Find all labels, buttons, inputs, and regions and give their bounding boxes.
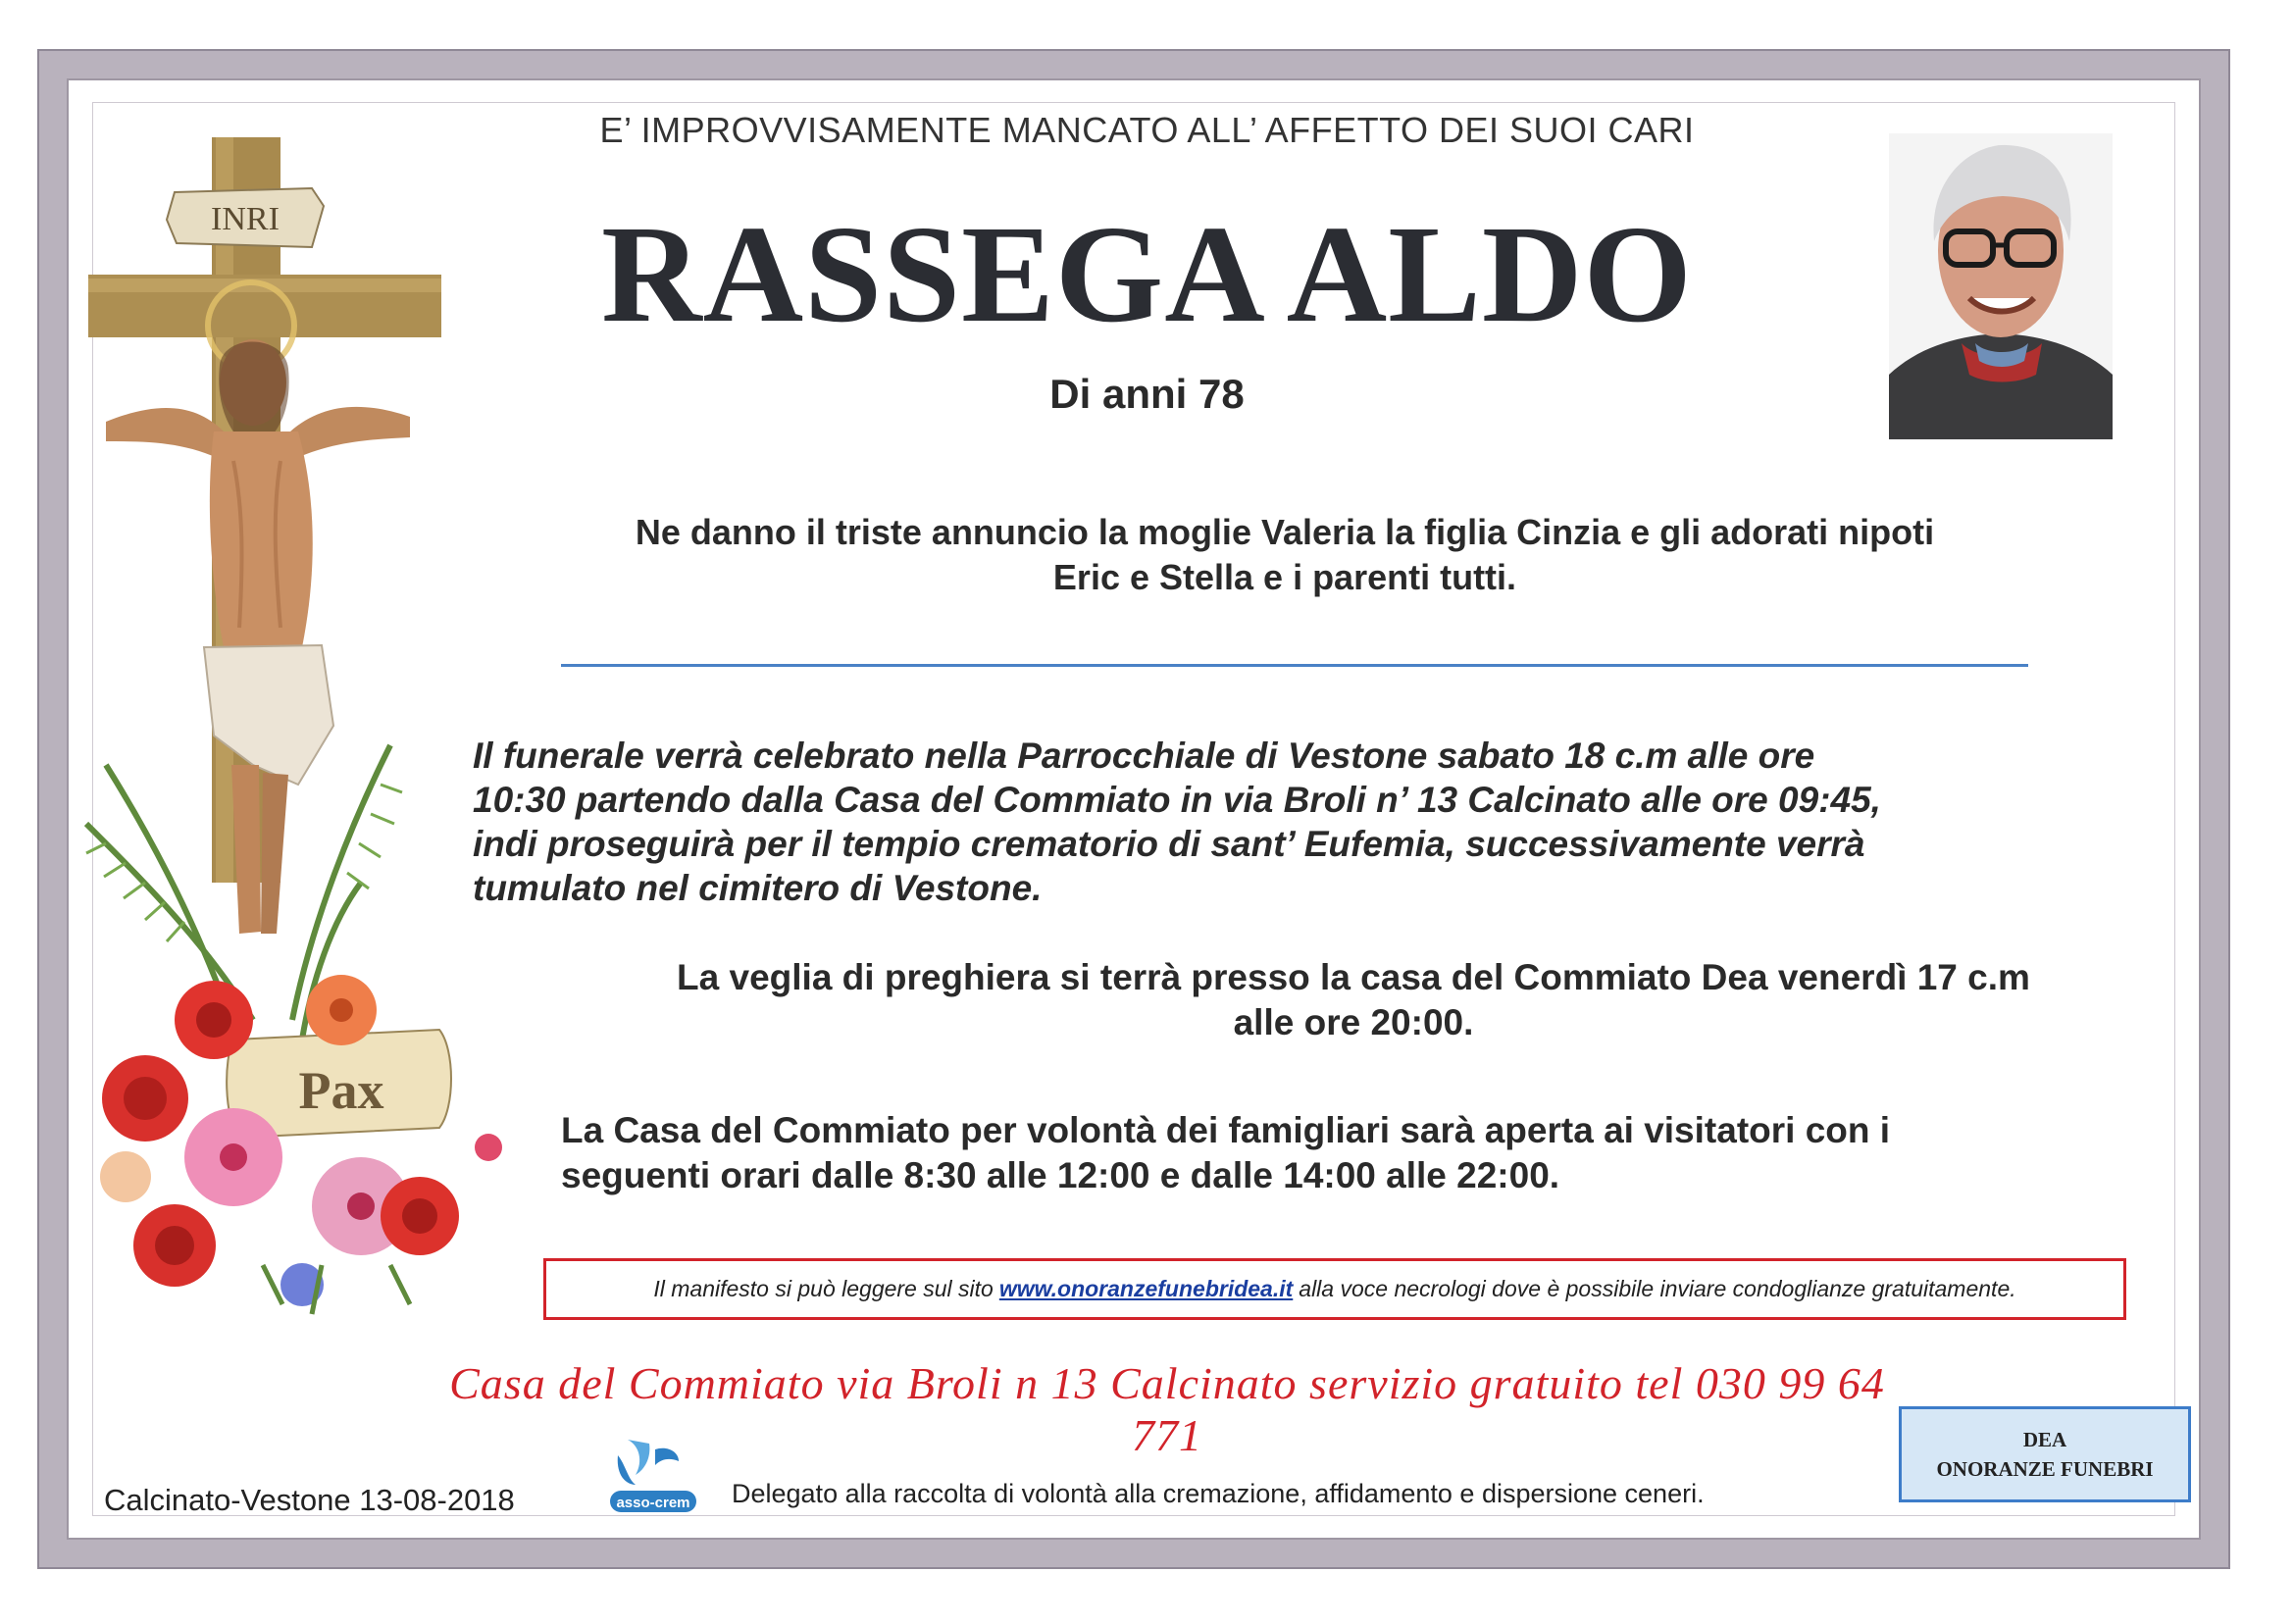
top-line: E’ IMPROVVISAMENTE MANCATO ALL’ AFFETTO DEI SUOI CARI bbox=[599, 110, 1695, 150]
visiting-paragraph bbox=[561, 1108, 2169, 1198]
website-notice-box bbox=[543, 1258, 2126, 1320]
website-link[interactable]: www.onoranzefunebridea.it bbox=[998, 1276, 1294, 1301]
funeral-line-4: tumulato nel cimitero di Vestone. bbox=[473, 868, 1043, 908]
casa-commiato-line: Casa del Commiato via Broli n 13 Calcinato servizio gratuito tel 030 99 64 771 bbox=[449, 1358, 1885, 1460]
funeral-line-2: 10:30 partendo dalla Casa del Commiato in via Broli n’ 13 Calcinato alle ore 09:45, bbox=[473, 780, 1881, 820]
vigil-line-2: alle ore 20:00. bbox=[1233, 1002, 1474, 1042]
pax-text: Pax bbox=[298, 1061, 384, 1120]
visiting-line-2: seguenti orari dalle 8:30 alle 12:00 e dalle 14:00 alle 22:00. bbox=[561, 1155, 1560, 1195]
deceased-name: RASSEGA ALDO bbox=[601, 196, 1693, 351]
asso-crem-logo-text: asso-crem bbox=[616, 1495, 690, 1511]
funeral-line-1: Il funerale verrà celebrato nella Parrocchiale di Vestone sabato 18 c.m alle ore bbox=[473, 736, 1815, 776]
visiting-line-1: La Casa del Commiato per volontà dei famigliari sarà aperta ai visitatori con i bbox=[561, 1110, 1891, 1150]
torso bbox=[210, 431, 313, 647]
legs bbox=[231, 765, 261, 934]
dea-box-line-1: DEA bbox=[2022, 1428, 2067, 1451]
funeral-paragraph bbox=[473, 734, 2160, 910]
age-line: Di anni 78 bbox=[1049, 371, 1245, 417]
dea-box-line-2: ONORANZE FUNEBRI bbox=[1936, 1457, 2154, 1481]
asso-crem-logo bbox=[606, 1436, 700, 1516]
announcement bbox=[461, 510, 2109, 600]
place-date: Calcinato-Vestone 13-08-2018 bbox=[104, 1483, 515, 1517]
vigil-line-1: La veglia di preghiera si terrà presso la casa del Commiato Dea venerdì 17 c.m bbox=[677, 957, 2030, 997]
notice-text-before: Il manifesto si può leggere sul sito bbox=[653, 1276, 994, 1301]
funeral-line-3: indi proseguirà per il tempio crematorio di sant’ Eufemia, successivamente verrà bbox=[473, 824, 1865, 864]
notice-text-after: alla voce necrologi dove è possibile inviare condoglianze gratuitamente. bbox=[1299, 1276, 2016, 1301]
delegato-line: Delegato alla raccolta di volontà alla cremazione, affidamento e dispersione ceneri. bbox=[732, 1479, 1705, 1508]
dea-onoranze-box bbox=[1899, 1406, 2191, 1502]
announcement-line-1: Ne danno il triste annuncio la moglie Valeria la figlia Cinzia e gli adorati nipoti bbox=[635, 512, 1935, 552]
flower-bouquet bbox=[100, 975, 502, 1314]
vigil-paragraph bbox=[549, 955, 2158, 1045]
divider-rule bbox=[561, 664, 2028, 667]
inri-text: INRI bbox=[211, 201, 280, 237]
announcement-line-2: Eric e Stella e i parenti tutti. bbox=[1052, 557, 1517, 597]
